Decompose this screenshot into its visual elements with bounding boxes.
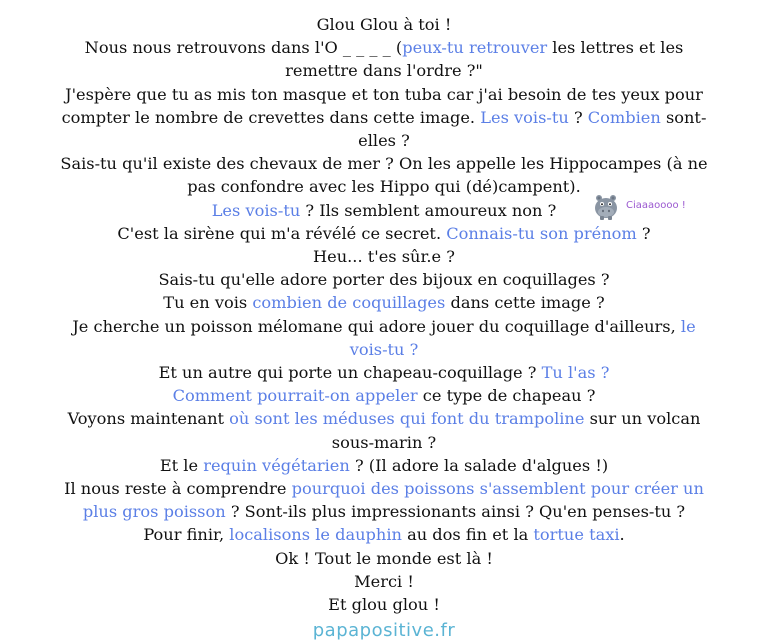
text-segment: ? Sont-ils plus impressionants ainsi ? Qu'en penses-tu ? bbox=[225, 502, 686, 522]
highlighted-question: Tu l'as ? bbox=[541, 363, 610, 383]
text-line bbox=[50, 129, 718, 152]
text-segment: C'est la sirène qui m'a révélé ce secret. bbox=[117, 223, 447, 243]
text-segment: Glou Glou à toi ! bbox=[316, 15, 452, 34]
text-line bbox=[50, 477, 718, 500]
highlighted-question: le bbox=[680, 316, 696, 336]
hippo-speech-bubble: Ciaaaoooo ! bbox=[626, 200, 686, 211]
highlighted-question: localisons le dauphin bbox=[229, 525, 402, 545]
highlighted-question: requin végétarien bbox=[203, 455, 350, 475]
highlighted-question: plus gros poisson bbox=[82, 502, 226, 522]
highlighted-question: Les vois-tu bbox=[480, 107, 569, 127]
text-segment: pas confondre avec les Hippo qui (dé)campent). bbox=[187, 177, 581, 197]
site-footer: papapositive.fr bbox=[312, 620, 456, 641]
text-segment: Sais-tu qu'elle adore porter des bijoux en coquillages ? bbox=[158, 270, 610, 290]
text-line bbox=[50, 268, 718, 291]
text-segment: . bbox=[619, 525, 625, 545]
text-segment: Sais-tu qu'il existe des chevaux de mer ? On les appelle les Hippocampes (à ne bbox=[60, 154, 708, 174]
text-segment: elles ? bbox=[358, 131, 410, 151]
text-segment: dans cette image ? bbox=[445, 293, 605, 313]
text-line bbox=[50, 106, 718, 129]
text-line bbox=[50, 152, 718, 175]
text-line bbox=[50, 338, 718, 361]
highlighted-question: peux-tu retrouver bbox=[402, 38, 548, 58]
text-line bbox=[50, 59, 718, 82]
text-segment: Et un autre qui porte un chapeau-coquillage ? bbox=[158, 363, 542, 383]
text-segment: au dos fin et la bbox=[401, 525, 534, 545]
highlighted-question: Connais-tu son prénom bbox=[446, 223, 637, 243]
text-line bbox=[50, 315, 718, 338]
text-segment: sur un volcan bbox=[584, 409, 701, 429]
text-segment: Je cherche un poisson mélomane qui adore jouer du coquillage d'ailleurs, bbox=[72, 316, 681, 336]
highlighted-question: où sont les méduses qui font du trampoline bbox=[229, 409, 585, 429]
text-line bbox=[50, 291, 718, 314]
highlighted-question: Les vois-tu bbox=[211, 200, 301, 220]
text-segment: Merci ! bbox=[354, 571, 414, 591]
text-line bbox=[50, 431, 718, 454]
text-segment: ? bbox=[636, 223, 651, 243]
highlighted-question: Combien bbox=[587, 107, 661, 127]
text-line bbox=[50, 83, 718, 106]
text-segment: Et glou glou ! bbox=[328, 595, 440, 615]
text-line bbox=[50, 570, 718, 593]
text-segment: ? Ils semblent amoureux non ? bbox=[300, 200, 557, 220]
highlighted-question: tortue taxi bbox=[533, 525, 620, 545]
text-segment: sous-marin ? bbox=[331, 432, 437, 452]
text-segment: ? (Il adore la salade d'algues !) bbox=[349, 455, 609, 475]
text-segment: J'espère que tu as mis ton masque et ton tuba car j'ai besoin de tes yeux pour bbox=[65, 84, 703, 104]
text-line bbox=[50, 407, 718, 430]
text-line bbox=[50, 384, 718, 407]
highlighted-question: Comment pourrait-on appeler bbox=[172, 386, 418, 406]
text-line bbox=[50, 245, 718, 268]
text-segment: ce type de chapeau ? bbox=[417, 386, 596, 406]
text-segment: Il nous reste à comprendre bbox=[64, 479, 292, 499]
text-line bbox=[50, 361, 718, 384]
highlighted-question: combien de coquillages bbox=[252, 293, 446, 313]
text-segment: remettre dans l'ordre ?" bbox=[285, 61, 483, 81]
highlighted-question: vois-tu ? bbox=[349, 339, 419, 359]
text-segment: les lettres et les bbox=[547, 38, 684, 58]
letter-text bbox=[50, 13, 718, 616]
text-line bbox=[50, 13, 718, 36]
text-segment: Ok ! Tout le monde est là ! bbox=[275, 548, 493, 568]
text-segment: Voyons maintenant bbox=[67, 409, 230, 429]
text-segment: Heu... t'es sûr.e ? bbox=[313, 247, 455, 267]
text-line bbox=[50, 500, 718, 523]
text-segment: ? bbox=[568, 107, 588, 127]
text-segment: Pour finir, bbox=[143, 525, 230, 545]
text-line bbox=[50, 36, 718, 59]
text-line bbox=[50, 523, 718, 546]
hippo-icon bbox=[591, 191, 621, 221]
text-segment: Nous nous retrouvons dans l'O _ _ _ _ ( bbox=[84, 38, 403, 58]
text-line bbox=[50, 222, 718, 245]
text-line bbox=[50, 593, 718, 616]
text-line bbox=[50, 454, 718, 477]
text-segment: compter le nombre de crevettes dans cette image. bbox=[61, 107, 481, 127]
text-segment: Et le bbox=[159, 455, 204, 475]
text-segment: Tu en vois bbox=[163, 293, 253, 313]
text-segment: sont- bbox=[660, 107, 707, 127]
highlighted-question: pourquoi des poissons s'assemblent pour créer un bbox=[291, 479, 704, 499]
text-line bbox=[50, 547, 718, 570]
